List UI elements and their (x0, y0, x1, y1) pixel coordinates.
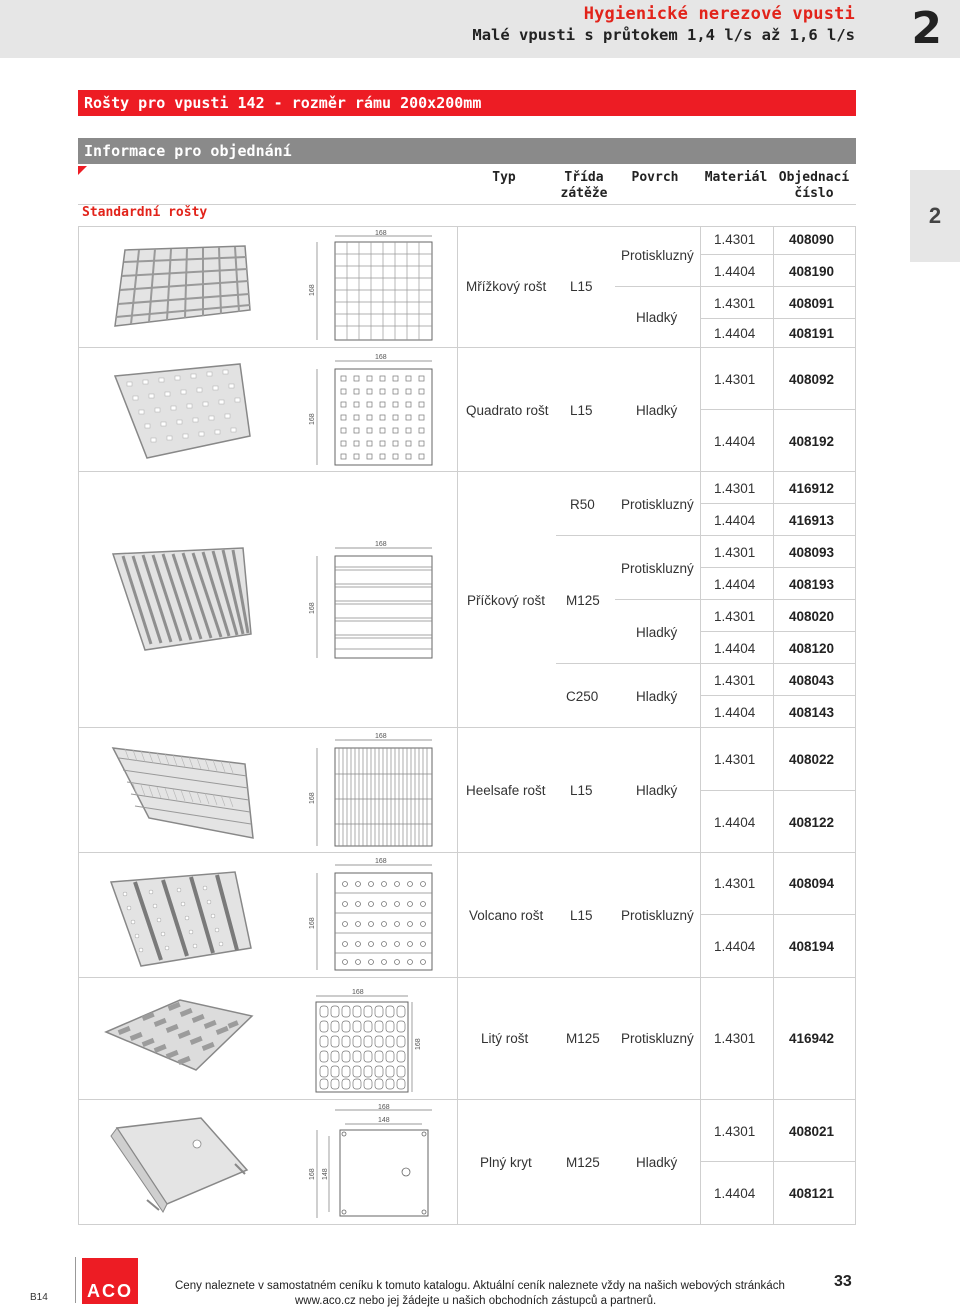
row-sep (700, 631, 856, 632)
dimension-label: 168 (309, 413, 316, 425)
order-number: 408143 (789, 705, 835, 720)
dimension-label: 168 (352, 989, 364, 996)
load-class: R50 (570, 497, 595, 512)
surface: Hladký (636, 783, 678, 798)
material: 1.4404 (714, 939, 756, 954)
row-sep (700, 567, 856, 568)
order-number: 408192 (789, 434, 835, 449)
load-class: L15 (570, 783, 593, 798)
technical-drawing-lity (300, 984, 430, 1096)
material: 1.4404 (714, 815, 756, 830)
surface: Protiskluzný (621, 497, 694, 512)
dimension-label: 168 (375, 541, 387, 548)
surface: Hladký (636, 625, 678, 640)
dimension-label: 168 (415, 1038, 422, 1050)
dimension-label: 168 (309, 1168, 316, 1180)
product-name: Litý rošt (481, 1031, 529, 1046)
product-image-quadrato (105, 356, 255, 462)
row-sep (700, 1161, 856, 1162)
material: 1.4301 (714, 673, 756, 688)
order-number: 408094 (789, 876, 835, 891)
col-sep (457, 226, 458, 1225)
material: 1.4404 (714, 326, 756, 341)
material: 1.4404 (714, 434, 756, 449)
row-sep (78, 727, 856, 728)
order-number: 408093 (789, 545, 835, 560)
material: 1.4301 (714, 609, 756, 624)
order-number: 408022 (789, 752, 835, 767)
surface: Protiskluzný (621, 1031, 694, 1046)
surface: Hladký (636, 1155, 678, 1170)
material: 1.4301 (714, 232, 756, 247)
order-number: 408122 (789, 815, 835, 830)
footer-note: Ceny naleznete v samostatném ceníku k tomuto katalogu. Aktuální ceník naleznete vždy na našich webových stránkách (175, 1280, 785, 1292)
product-image-plny-kryt (105, 1108, 255, 1216)
row-sep (556, 663, 701, 664)
material: 1.4404 (714, 1186, 756, 1201)
product-name: Heelsafe rošt (466, 783, 546, 798)
row-sep (78, 347, 856, 348)
material: 1.4404 (714, 264, 756, 279)
surface: Hladký (636, 403, 678, 418)
material: 1.4301 (714, 876, 756, 891)
dimension-label: 168 (309, 284, 316, 296)
order-number: 408021 (789, 1124, 835, 1139)
row-sep (78, 471, 856, 472)
product-name: Plný kryt (480, 1155, 532, 1170)
product-image-mrizkovy (105, 240, 255, 332)
order-number: 408194 (789, 939, 835, 954)
product-name: Volcano rošt (469, 908, 544, 923)
row-sep (700, 599, 856, 600)
surface: Protiskluzný (621, 908, 694, 923)
surface: Protiskluzný (621, 248, 694, 263)
info-title: Informace pro objednání (78, 138, 856, 164)
order-number: 408121 (789, 1186, 835, 1201)
row-sep (78, 977, 856, 978)
standard-label: Standardní rošty (82, 205, 208, 220)
order-number: 408120 (789, 641, 835, 656)
row-sep (78, 852, 856, 853)
product-name: Příčkový rošt (467, 593, 546, 608)
row-sep (700, 318, 856, 319)
page-number: 33 (834, 1273, 852, 1290)
row-sep (615, 286, 701, 287)
column-header-trida-line1: Třída (564, 170, 604, 185)
footer-divider (75, 1257, 76, 1303)
dimension-label: 168 (378, 1104, 390, 1111)
row-sep (700, 409, 856, 410)
row-sep (78, 1099, 856, 1100)
page-title: Hygienické nerezové vpusti (583, 4, 855, 24)
dimension-label: 168 (375, 858, 387, 865)
surface: Protiskluzný (621, 561, 694, 576)
chapter-number: 2 (911, 3, 942, 54)
product-name: Mřížkový rošt (466, 279, 547, 294)
order-number: 408091 (789, 296, 835, 311)
product-image-heelsafe (105, 734, 255, 844)
row-sep (700, 695, 856, 696)
order-number: 408090 (789, 232, 835, 247)
dimension-label: 168 (309, 602, 316, 614)
order-number: 408191 (789, 326, 835, 341)
footer-link[interactable]: www.aco.cz nebo jej žádejte u našich obchodních zástupců a partnerů. (295, 1295, 657, 1307)
load-class: L15 (570, 279, 593, 294)
material: 1.4301 (714, 296, 756, 311)
column-header-trida-line2: zátěže (560, 186, 608, 201)
surface: Hladký (636, 689, 678, 704)
col-sep (773, 226, 774, 1225)
material: 1.4404 (714, 577, 756, 592)
technical-drawing-prickovy (300, 536, 440, 664)
material: 1.4404 (714, 705, 756, 720)
load-class: C250 (566, 689, 599, 704)
order-number: 408193 (789, 577, 835, 592)
load-class: L15 (570, 908, 593, 923)
technical-drawing-volcano (300, 853, 440, 975)
material: 1.4301 (714, 372, 756, 387)
dimension-label: 168 (309, 917, 316, 929)
row-sep (700, 790, 856, 791)
dimension-label: 148 (322, 1168, 329, 1180)
order-number: 408020 (789, 609, 835, 624)
load-class: M125 (566, 593, 600, 608)
dimension-label: 148 (378, 1117, 390, 1124)
technical-drawing-mrizkovy (300, 226, 440, 346)
material: 1.4404 (714, 513, 756, 528)
column-header-povrch: Povrch (631, 170, 679, 185)
col-sep (700, 226, 701, 1225)
column-header-objednaci-line1: Objednací (778, 170, 850, 185)
order-number: 408190 (789, 264, 835, 279)
product-image-prickovy (105, 540, 255, 655)
column-header-typ: Typ (492, 170, 516, 185)
table-header-divider (78, 204, 856, 205)
page-subtitle: Malé vpusti s průtokem 1,4 l/s až 1,6 l/s (472, 26, 855, 44)
column-header-objednaci (776, 170, 852, 202)
order-number: 416913 (789, 513, 835, 528)
column-header-objednaci-line2: číslo (794, 186, 834, 201)
material: 1.4301 (714, 1031, 756, 1046)
material: 1.4301 (714, 545, 756, 560)
load-class: M125 (566, 1031, 600, 1046)
order-number: 408092 (789, 372, 835, 387)
section-title: Rošty pro vpusti 142 - rozměr rámu 200x200mm (78, 90, 856, 116)
row-sep (615, 599, 701, 600)
material: 1.4404 (714, 641, 756, 656)
technical-drawing-quadrato (300, 349, 440, 469)
row-sep (556, 535, 701, 536)
order-number: 408043 (789, 673, 835, 688)
technical-drawing-heelsafe (300, 728, 440, 850)
material: 1.4301 (714, 481, 756, 496)
row-sep (700, 254, 856, 255)
chapter-side-tab[interactable]: 2 (910, 170, 960, 262)
column-header-material: Materiál (704, 170, 768, 185)
dimension-label: 168 (375, 733, 387, 740)
row-sep (700, 286, 856, 287)
column-header-trida (556, 170, 612, 202)
order-number: 416912 (789, 481, 835, 496)
dimension-label: 168 (309, 792, 316, 804)
technical-drawing-plny-kryt (300, 1100, 440, 1222)
product-image-volcano (105, 862, 255, 970)
material: 1.4301 (714, 752, 756, 767)
product-name: Quadrato rošt (466, 403, 549, 418)
load-class: L15 (570, 403, 593, 418)
product-image-lity (100, 992, 260, 1078)
dimension-label: 168 (375, 354, 387, 361)
page-code: B14 (30, 1292, 48, 1303)
row-sep (700, 535, 856, 536)
surface: Hladký (636, 310, 678, 325)
row-sep (700, 663, 856, 664)
load-class: M125 (566, 1155, 600, 1170)
row-sep (700, 914, 856, 915)
corner-marker-icon (78, 166, 87, 175)
dimension-label: 168 (375, 230, 387, 237)
material: 1.4301 (714, 1124, 756, 1139)
logo-text: ACO (87, 1281, 133, 1301)
row-sep (700, 503, 856, 504)
order-number: 416942 (789, 1031, 835, 1046)
